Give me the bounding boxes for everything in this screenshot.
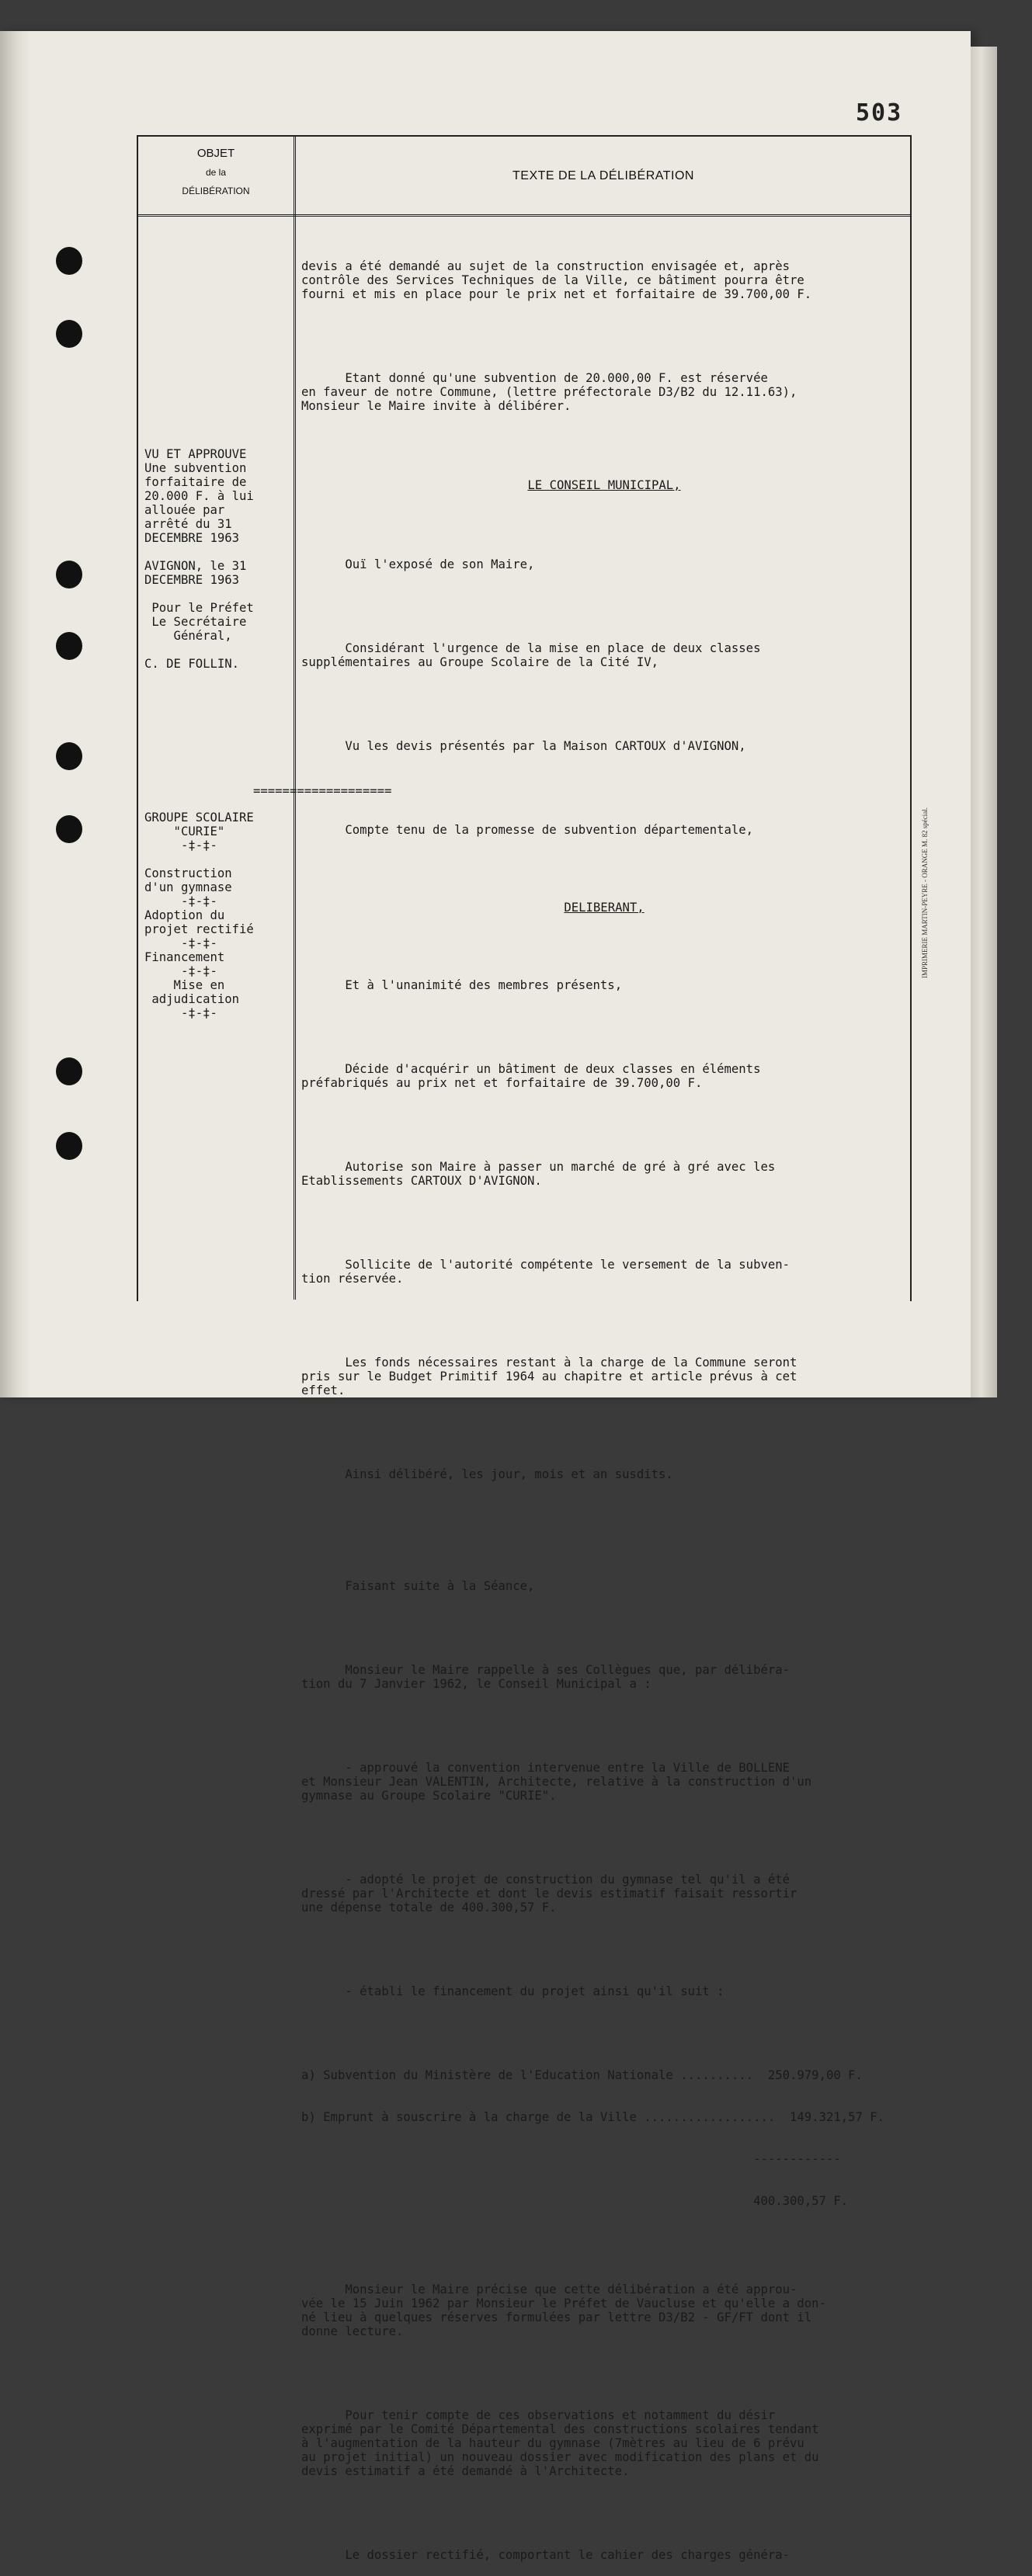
financing-total: 400.300,57 F. [301,2194,849,2208]
financing-line-a: a) Subvention du Ministère de l'Education Nationale .......... 250.979,00 F. [301,2068,863,2082]
deliberation-body [301,231,907,2576]
header-rule [137,214,912,217]
body-paragraph: Considérant l'urgence de la mise en place de deux classes supplémentaires au Groupe Scolaire de la Cité IV, [301,641,761,669]
sidebar-approval-block: VU ET APPROUVE Une subvention forfaitaire de 20.000 F. à lui allouée par arrêté du 31 DECEMBRE 1963 AVIGNON, le 31 DECEMBRE 1963 Pour le Préfet Le Secrétaire Général, C. DE FOLLIN. [144,447,254,671]
body-paragraph: Les fonds nécessaires restant à la charge de la Commune seront pris sur le Budget Primitif 1964 au chapitre et article prévus à cet effet. [301,1356,797,1397]
body-paragraph: - adopté le projet de construction du gymnase tel qu'il a été dressé par l'Architecte et dont le devis estimatif faisait ressortir une dépense totale de 400.300,57 F. [301,1873,797,1915]
body-paragraph: Et à l'unanimité des membres présents, [301,978,623,992]
binder-hole [56,632,82,660]
body-paragraph: Sollicite de l'autorité compétente le versement de la subven- tion réservée. [301,1258,791,1286]
binder-hole [56,742,82,770]
body-paragraph: Pour tenir compte de ces observations et notamment du désir exprimé par le Comité Départemental des constructions scolaires tendant à l'augmentation de la hauteur du gymnase (7mètres au lieu de 6 prévu au projet initial) un nouveau dossier avec modification des plans et du devis estimatif a été demandé à l'Architecte. [301,2408,819,2478]
sidebar-separator: =================== [253,784,392,798]
financing-line-b: b) Emprunt à souscrire à la charge de la Ville .................. 149.321,57 F. [301,2110,885,2124]
body-paragraph: - établi le financement du projet ainsi qu'il suit : [301,1984,724,1998]
body-paragraph: Monsieur le Maire précise que cette délibération a été approu- vée le 15 Juin 1962 par Monsieur le Préfet de Vaucluse et qu'elle a don- né lieu à quelques réserves formulées par lettre D3/B2 - GF/FT dont il donne lecture. [301,2283,826,2338]
body-paragraph: Autorise son Maire à passer un marché de gré à gré avec les Etablissements CARTOUX D'AVIGNON. [301,1160,776,1188]
binding-spine [0,31,31,1397]
binder-hole [56,561,82,588]
body-paragraph: Ouï l'exposé de son Maire, [301,557,535,571]
page-number: 503 [856,99,903,127]
header-objet-line1: OBJET [196,147,235,160]
page-edge [971,47,997,1397]
body-paragraph: Etant donné qu'une subvention de 20.000,00 F. est réservée en faveur de notre Commune, (lettre préfectorale D3/B2 du 12.11.63), Monsieur le Maire invite à délibérer. [301,371,797,413]
body-paragraph: - approuvé la convention intervenue entre la Ville de BOLLENE et Monsieur Jean VALENTIN, Architecte, relative à la construction d'un gymnase au Groupe Scolaire "CURIE". [301,1761,812,1803]
body-paragraph: Faisant suite à la Séance, [301,1579,535,1593]
body-paragraph: Le dossier rectifié, comportant le cahier des charges généra- [301,2548,791,2562]
body-heading: DELIBERANT, [564,901,645,915]
body-paragraph: Ainsi délibéré, les jour, mois et an susdits. [301,1467,673,1481]
body-paragraph: Monsieur le Maire rappelle à ses Collègues que, par délibéra- tion du 7 Janvier 1962, le Conseil Municipal a : [301,1663,791,1691]
binder-hole [56,1132,82,1160]
column-divider [294,135,296,1300]
header-texte: TEXTE DE LA DÉLIBÉRATION [513,169,694,182]
body-heading: LE CONSEIL MUNICIPAL, [527,478,681,492]
binder-hole [56,1057,82,1085]
header-objet-line2: de la [205,167,227,178]
printer-imprint [921,807,935,978]
binder-hole [56,320,82,348]
header-objet [140,144,292,200]
sidebar-subject-block: GROUPE SCOLAIRE "CURIE" -‡-‡- Construction d'un gymnase -‡-‡- Adoption du projet rectifié -‡-‡- Financement -‡-‡- Mise en adjudication -‡-‡- [144,811,254,1020]
body-paragraph: Vu les devis présentés par la Maison CARTOUX d'AVIGNON, [301,739,746,753]
binder-hole [56,815,82,843]
body-paragraph: devis a été demandé au sujet de la construction envisagée et, après contrôle des Services Techniques de la Ville, ce bâtiment pourra être fourni et mis en place pour le prix net et forfaitaire de 39.700,00 F. [301,259,812,301]
binder-hole [56,247,82,275]
header-objet-line3: DÉLIBÉRATION [182,186,250,196]
financing-rule: ------------ [301,2152,841,2166]
printer-imprint-text: IMPRIMERIE MARTIN-PEYRE - ORANGE M. 82 spécial. [921,807,929,978]
body-paragraph: Compte tenu de la promesse de subvention départementale, [301,823,754,837]
body-paragraph: Décide d'acquérir un bâtiment de deux classes en éléments préfabriqués au prix net et forfaitaire de 39.700,00 F. [301,1062,761,1090]
